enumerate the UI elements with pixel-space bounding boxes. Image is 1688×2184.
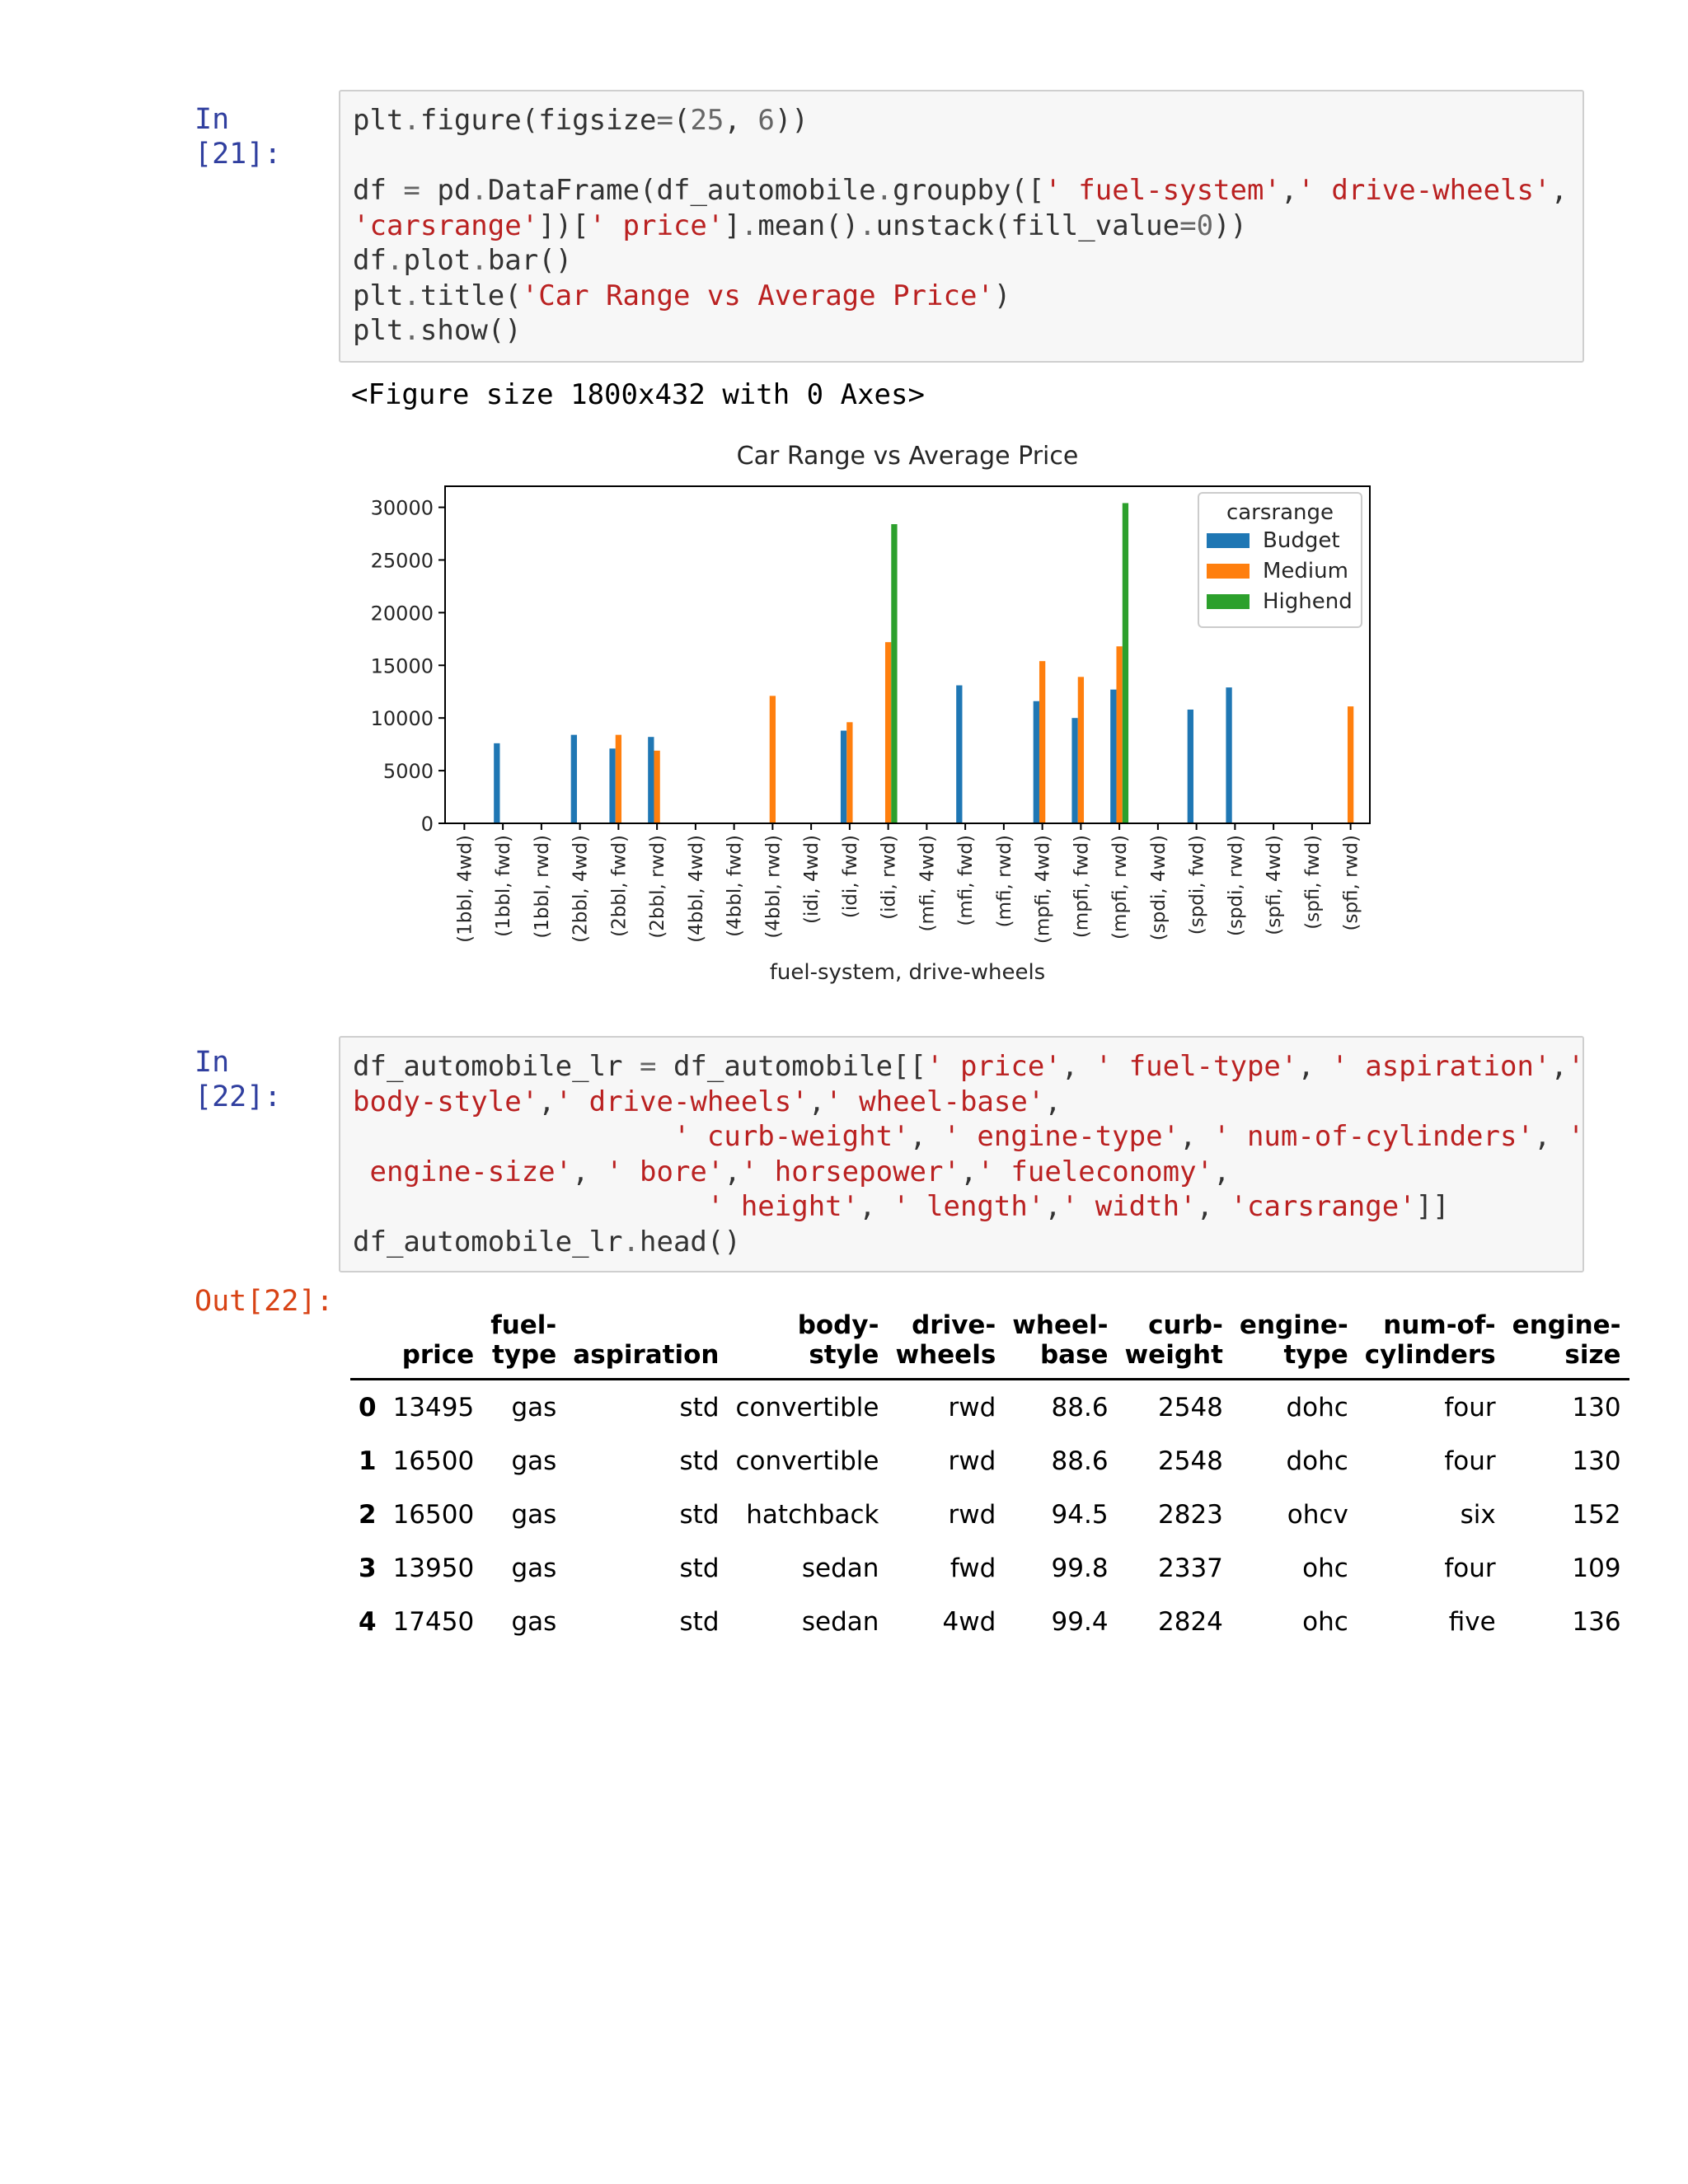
bar-budget-13 <box>956 686 962 823</box>
code-token: ' width' <box>1061 1190 1197 1223</box>
code-token: . <box>403 279 420 312</box>
code-token: )) <box>1213 209 1248 242</box>
bar-budget-10 <box>841 731 846 823</box>
bar-medium-16 <box>1078 677 1084 823</box>
x-tick-label: (mfi, rwd) <box>993 835 1015 928</box>
column-header: price <box>401 1340 475 1370</box>
code-token: = <box>640 1050 657 1083</box>
x-tick-label: (2bbl, rwd) <box>647 835 669 939</box>
bar-medium-17 <box>1116 646 1122 823</box>
code-line <box>353 279 1010 312</box>
code-token: figure(figsize <box>420 104 657 137</box>
code-token: ' length' <box>893 1190 1045 1223</box>
code-token: , <box>1550 1050 1568 1083</box>
column-header: drive- wheels <box>895 1310 996 1370</box>
table-cell: 109 <box>1572 1553 1621 1583</box>
bar-budget-19 <box>1188 710 1193 823</box>
column-header: aspiration <box>573 1340 720 1370</box>
x-tick-label: (2bbl, 4wd) <box>570 835 592 943</box>
x-tick-label: (4bbl, 4wd) <box>685 835 707 943</box>
table-cell: std <box>679 1392 720 1422</box>
table-cell: 94.5 <box>1051 1499 1109 1530</box>
row-index: 3 <box>359 1553 377 1583</box>
table-cell: gas <box>511 1446 557 1476</box>
y-tick-label: 5000 <box>382 760 434 784</box>
bar-medium-10 <box>846 722 852 823</box>
table-cell: 4wd <box>942 1606 996 1637</box>
x-tick-label: (2bbl, fwd) <box>608 835 631 937</box>
bar-budget-4 <box>609 748 615 823</box>
code-token: , <box>1061 1050 1095 1083</box>
code-token: )) <box>774 104 809 137</box>
table-row <box>350 1595 1629 1648</box>
y-tick-label: 15000 <box>370 654 434 678</box>
figure-size-output: <Figure size 1800x432 with 0 Axes> <box>351 378 925 411</box>
code-token: ' fueleconomy' <box>977 1155 1214 1188</box>
table-cell: ohc <box>1302 1606 1348 1637</box>
code-token: . <box>622 1225 640 1258</box>
code-token: . <box>403 104 420 137</box>
y-tick-label: 0 <box>420 813 434 836</box>
bar-budget-15 <box>1034 701 1039 823</box>
code-line <box>353 174 1568 207</box>
row-index: 0 <box>359 1392 377 1422</box>
x-tick-label: (mpfi, rwd) <box>1109 835 1132 940</box>
code-token: mean() <box>757 209 860 242</box>
bar-budget-5 <box>648 737 654 823</box>
chart-legend <box>1198 493 1362 627</box>
legend-title: carsrange <box>1226 500 1334 525</box>
code-token: , <box>808 1085 826 1118</box>
code-token: ' aspiration' <box>1331 1050 1551 1083</box>
code-token: ' fuel-type' <box>1095 1050 1298 1083</box>
code-token: ])[ <box>538 209 589 242</box>
code-token: , <box>909 1120 944 1153</box>
table-cell: gas <box>511 1392 557 1422</box>
code-token: ( <box>673 104 691 137</box>
bar-budget-20 <box>1226 687 1231 823</box>
input-prompt-21: In [21]: <box>195 103 282 171</box>
x-tick-label: (idi, rwd) <box>878 835 900 920</box>
code-token: head() <box>640 1225 741 1258</box>
table-cell: 13495 <box>392 1392 475 1422</box>
code-token: ' price' <box>926 1050 1062 1083</box>
column-header: fuel- type <box>490 1310 557 1370</box>
table-row <box>350 1488 1629 1541</box>
code-token: , <box>1213 1155 1231 1188</box>
table-cell: four <box>1444 1392 1496 1422</box>
bar-medium-5 <box>654 751 659 823</box>
code-token <box>353 1120 673 1153</box>
code-token: = <box>1179 209 1197 242</box>
code-token: = <box>403 174 420 207</box>
output-prompt-22: Out[22]: <box>195 1285 334 1318</box>
table-cell: rwd <box>948 1446 996 1476</box>
x-tick-label: (spfi, 4wd) <box>1264 835 1286 935</box>
table-cell: 136 <box>1572 1606 1621 1637</box>
table-cell: 99.4 <box>1051 1606 1109 1637</box>
code-line <box>353 1120 1584 1153</box>
code-line <box>353 314 522 347</box>
column-header: curb- weight <box>1124 1310 1223 1370</box>
x-tick-label: (mpfi, 4wd) <box>1032 835 1054 944</box>
table-cell: sedan <box>801 1606 879 1637</box>
legend-label-highend: Highend <box>1263 589 1353 614</box>
table-cell: 17450 <box>392 1606 475 1637</box>
code-token: plt <box>353 104 404 137</box>
bar-medium-15 <box>1039 661 1045 823</box>
code-token: , <box>1044 1190 1062 1223</box>
table-cell: gas <box>511 1499 557 1530</box>
code-token: show() <box>420 314 522 347</box>
table-cell: 152 <box>1572 1499 1621 1530</box>
x-tick-label: (spdi, 4wd) <box>1147 835 1170 941</box>
code-token: title( <box>420 279 522 312</box>
table-cell: sedan <box>801 1553 879 1583</box>
code-token: , <box>1179 1120 1213 1153</box>
code-token: plt <box>353 314 404 347</box>
code-token: df_automobile_lr <box>353 1050 640 1083</box>
x-tick-label: (1bbl, rwd) <box>531 835 553 939</box>
y-tick-label: 25000 <box>370 549 434 573</box>
table-row <box>350 1434 1629 1488</box>
code-token: ' horsepower' <box>740 1155 960 1188</box>
code-token: ' fuel-system' <box>1044 174 1281 207</box>
code-token: bar() <box>487 244 573 277</box>
table-cell: rwd <box>948 1499 996 1530</box>
code-token: , <box>1196 1190 1231 1223</box>
table-cell: 2548 <box>1158 1446 1223 1476</box>
code-token: DataFrame(df_automobile <box>487 174 876 207</box>
code-token: 6 <box>757 104 775 137</box>
x-axis-label: fuel-system, drive-wheels <box>769 960 1046 985</box>
x-tick-label: (idi, fwd) <box>839 835 861 919</box>
code-token: , <box>538 1085 556 1118</box>
y-axis <box>371 497 445 836</box>
table-cell: convertible <box>735 1392 879 1422</box>
code-token: pd <box>420 174 471 207</box>
code-token: plot <box>403 244 471 277</box>
code-token: ' drive-wheels' <box>555 1085 809 1118</box>
x-tick-label: (spfi, fwd) <box>1301 835 1324 930</box>
code-token: engine-size' <box>369 1155 573 1188</box>
code-line <box>353 104 809 137</box>
table-cell: 88.6 <box>1051 1392 1109 1422</box>
column-header <box>350 1310 385 1380</box>
bar-budget-17 <box>1110 690 1116 823</box>
code-token: . <box>740 209 758 242</box>
bar-budget-3 <box>571 735 577 823</box>
table-cell: gas <box>511 1553 557 1583</box>
legend-swatch-medium <box>1207 564 1250 579</box>
code-token: . <box>471 174 488 207</box>
table-cell: four <box>1444 1446 1496 1476</box>
table-cell: ohcv <box>1287 1499 1348 1530</box>
code-cell-22[interactable] <box>339 1036 1584 1272</box>
code-token: . <box>875 174 893 207</box>
code-token: , <box>572 1155 607 1188</box>
x-axis <box>454 823 1362 944</box>
table-header-row <box>350 1310 1629 1380</box>
table-cell: 130 <box>1572 1392 1621 1422</box>
code-token: , <box>724 104 758 137</box>
table-cell: dohc <box>1286 1446 1348 1476</box>
legend-swatch-highend <box>1207 594 1250 609</box>
table-cell: 130 <box>1572 1446 1621 1476</box>
bar-chart <box>330 441 1401 993</box>
table-cell: five <box>1448 1606 1496 1637</box>
table-cell: rwd <box>948 1392 996 1422</box>
legend-label-medium: Medium <box>1263 559 1348 583</box>
table-cell: 2824 <box>1158 1606 1223 1637</box>
code-token: groupby([ <box>893 174 1045 207</box>
code-editor-21[interactable] <box>340 91 1582 360</box>
table-cell: fwd <box>950 1553 996 1583</box>
code-token: plt <box>353 279 404 312</box>
x-tick-label: (spdi, rwd) <box>1225 835 1247 937</box>
dataframe-table <box>350 1310 1629 1648</box>
x-tick-label: (4bbl, fwd) <box>724 835 746 937</box>
dataframe-output <box>350 1310 1621 1657</box>
bar-highend-17 <box>1123 503 1128 823</box>
table-cell: hatchback <box>746 1499 879 1530</box>
table-cell: 2548 <box>1158 1392 1223 1422</box>
code-line <box>353 1226 741 1258</box>
legend-swatch-budget <box>1207 533 1250 548</box>
code-token: . <box>403 314 420 347</box>
y-tick-label: 20000 <box>370 602 434 626</box>
code-token: , <box>724 1155 741 1188</box>
bar-medium-23 <box>1348 706 1353 823</box>
x-tick-label: (spfi, rwd) <box>1340 835 1362 931</box>
code-line <box>353 209 1247 242</box>
code-token: 0 <box>1196 209 1214 242</box>
table-cell: std <box>679 1553 720 1583</box>
row-index: 4 <box>359 1606 377 1637</box>
code-token: ' <box>1567 1120 1585 1153</box>
bar-medium-4 <box>616 735 621 823</box>
code-token: ] <box>724 209 741 242</box>
y-tick-label: 10000 <box>370 707 434 731</box>
code-token: df_automobile_lr <box>353 1225 623 1258</box>
row-index: 1 <box>359 1446 377 1476</box>
table-cell: 88.6 <box>1051 1446 1109 1476</box>
table-cell: 99.8 <box>1051 1553 1109 1583</box>
table-cell: std <box>679 1606 720 1637</box>
code-token: ' curb-weight' <box>673 1120 910 1153</box>
x-tick-label: (spdi, fwd) <box>1186 835 1208 935</box>
table-cell: ohc <box>1302 1553 1348 1583</box>
code-token: ' drive-wheels' <box>1297 174 1551 207</box>
code-token: df <box>353 244 387 277</box>
code-token: ' bore' <box>606 1155 724 1188</box>
code-token <box>353 1155 369 1188</box>
code-token: ' engine-type' <box>943 1120 1180 1153</box>
code-token: , <box>1550 174 1568 207</box>
code-token: 25 <box>690 104 724 137</box>
code-token <box>353 1190 707 1223</box>
code-line <box>353 1050 1584 1083</box>
code-token: , <box>959 1155 978 1188</box>
code-token: ' height' <box>706 1190 860 1223</box>
code-line <box>353 1155 1231 1188</box>
code-token: ) <box>993 279 1011 312</box>
table-cell: 2823 <box>1158 1499 1223 1530</box>
code-token: 'carsrange' <box>1230 1190 1416 1223</box>
code-token: ' num-of-cylinders' <box>1213 1120 1534 1153</box>
table-cell: std <box>679 1446 720 1476</box>
code-cell-21[interactable] <box>339 90 1584 363</box>
table-cell: four <box>1444 1553 1496 1583</box>
column-header: engine- size <box>1512 1310 1621 1370</box>
code-token: ]] <box>1415 1190 1450 1223</box>
x-tick-label: (4bbl, rwd) <box>762 835 785 939</box>
code-token: , <box>859 1190 893 1223</box>
x-tick-label: (idi, 4wd) <box>801 835 823 924</box>
code-editor-22[interactable] <box>340 1038 1585 1271</box>
bar-budget-16 <box>1071 718 1077 823</box>
column-header: engine- type <box>1239 1310 1348 1370</box>
code-token: ' price' <box>588 209 724 242</box>
table-cell: convertible <box>735 1446 879 1476</box>
code-token: . <box>859 209 876 242</box>
table-cell: 2337 <box>1158 1553 1223 1583</box>
code-token: df_automobile[[ <box>656 1050 926 1083</box>
bar-medium-11 <box>885 642 891 823</box>
code-token: 'Car Range vs Average Price' <box>521 279 994 312</box>
x-tick-label: (1bbl, fwd) <box>493 835 515 937</box>
code-token: 'carsrange' <box>353 209 539 242</box>
code-token: , <box>1533 1120 1568 1153</box>
table-row <box>350 1380 1629 1435</box>
bar-medium-8 <box>770 696 776 823</box>
code-token: ' <box>1567 1050 1585 1083</box>
table-row <box>350 1541 1629 1595</box>
code-token: . <box>386 244 404 277</box>
y-tick-label: 30000 <box>370 496 434 520</box>
code-token: body-style' <box>353 1085 539 1118</box>
x-tick-label: (1bbl, 4wd) <box>454 835 476 943</box>
x-tick-label: (mpfi, fwd) <box>1071 835 1093 939</box>
legend-label-budget: Budget <box>1263 528 1340 553</box>
row-index: 2 <box>359 1499 377 1530</box>
bar-highend-11 <box>891 524 897 823</box>
bar-budget-1 <box>494 743 499 823</box>
table-cell: 16500 <box>392 1499 475 1530</box>
code-token: unstack(fill_value <box>875 209 1180 242</box>
code-token: , <box>1044 1085 1062 1118</box>
code-token: ' wheel-base' <box>825 1085 1045 1118</box>
chart-title: Car Range vs Average Price <box>736 442 1079 471</box>
column-header: body- style <box>797 1310 879 1370</box>
code-line <box>353 1190 1450 1223</box>
table-body <box>350 1380 1629 1649</box>
table-cell: six <box>1460 1499 1496 1530</box>
x-tick-label: (mfi, fwd) <box>955 835 978 926</box>
code-line <box>353 244 572 277</box>
code-token: = <box>656 104 673 137</box>
table-cell: dohc <box>1286 1392 1348 1422</box>
column-header: num-of- cylinders <box>1364 1310 1496 1370</box>
table-cell: gas <box>511 1606 557 1637</box>
code-line <box>353 1085 1062 1118</box>
code-token: , <box>1297 1050 1332 1083</box>
code-token: df <box>353 174 404 207</box>
code-token: , <box>1280 174 1298 207</box>
x-tick-label: (mfi, 4wd) <box>917 835 939 932</box>
code-token: . <box>471 244 488 277</box>
input-prompt-22: In [22]: <box>195 1046 282 1113</box>
table-cell: std <box>679 1499 720 1530</box>
table-cell: 16500 <box>392 1446 475 1476</box>
table-cell: 13950 <box>392 1553 475 1583</box>
column-header: wheel- base <box>1012 1310 1109 1370</box>
